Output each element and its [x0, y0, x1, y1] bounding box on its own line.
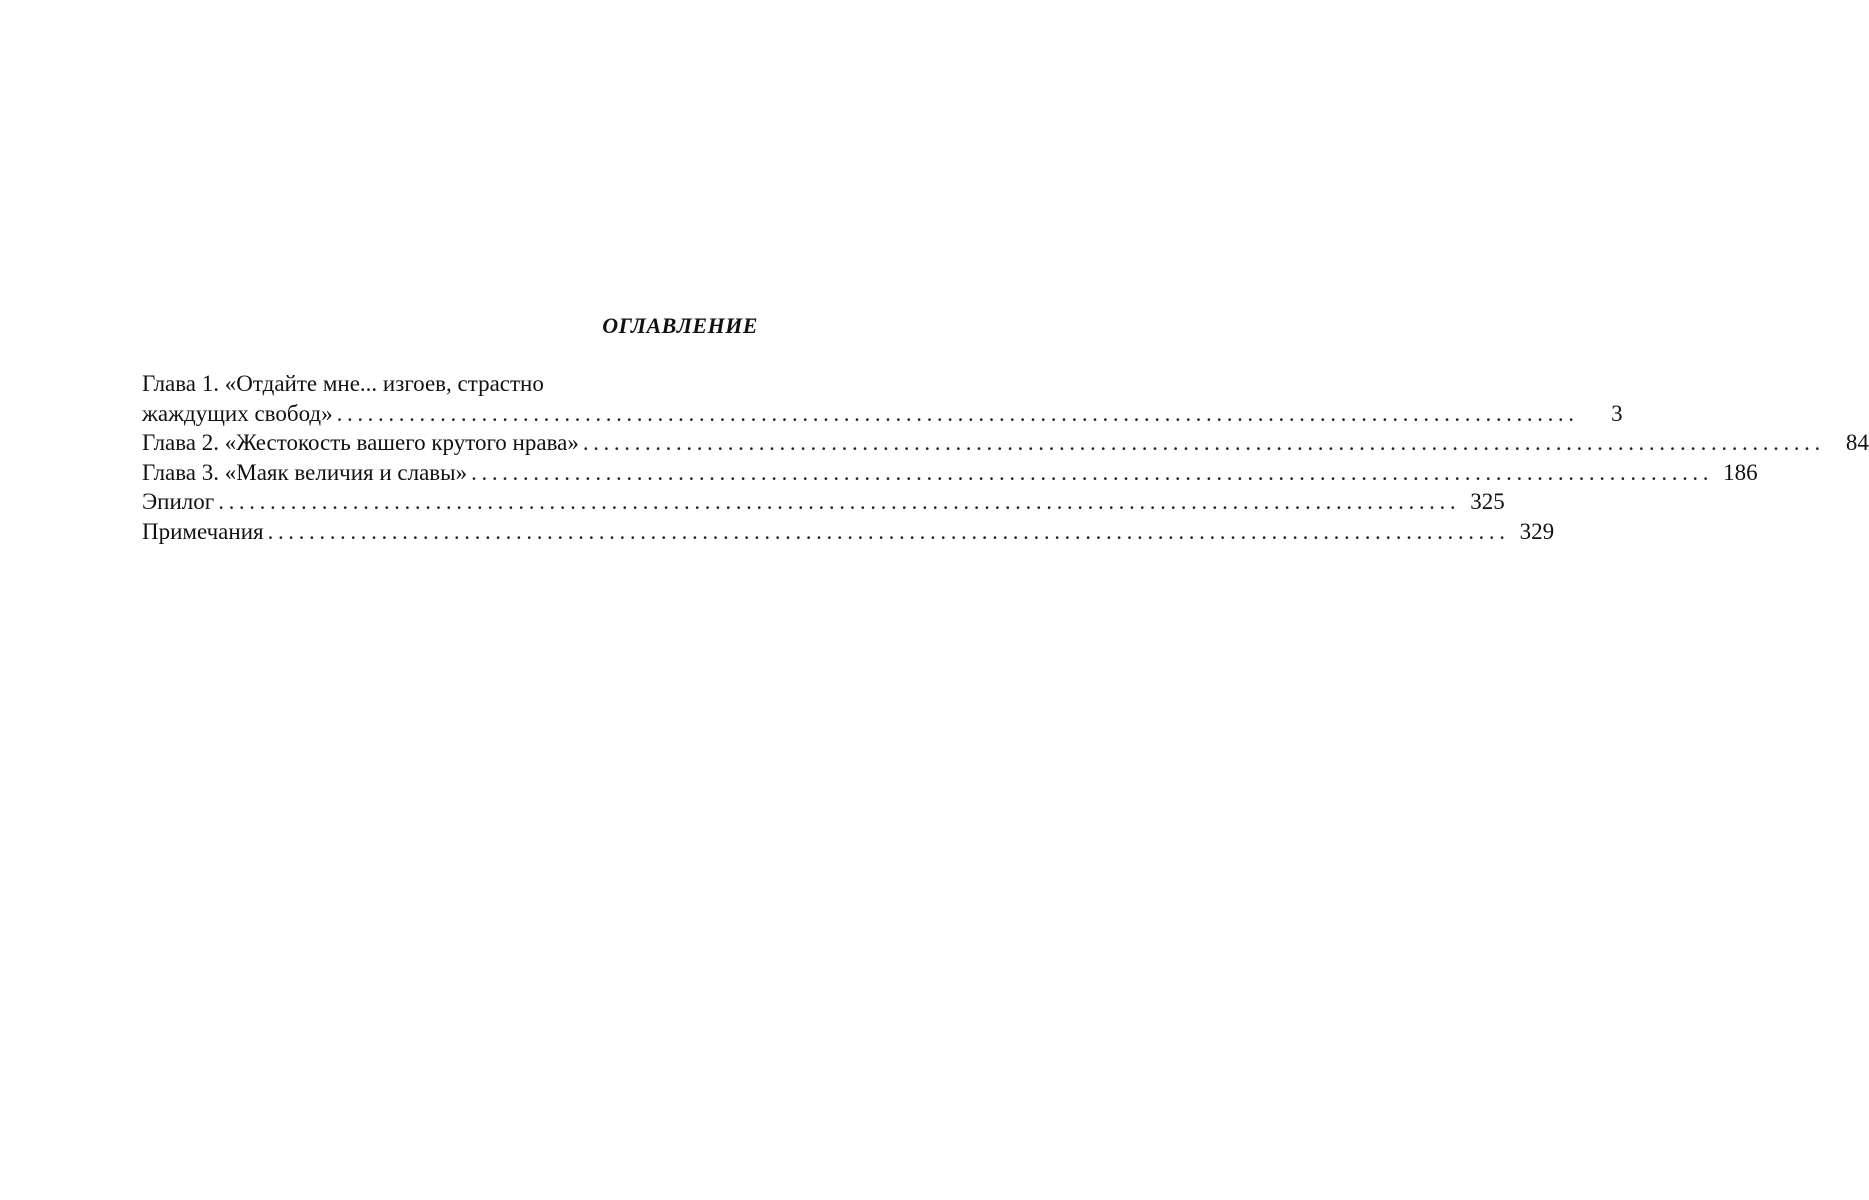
toc-entry-title: Глава 3. «Маяк величия и славы» [142, 459, 468, 485]
toc-entry-line [142, 399, 1623, 429]
toc-entry-title: жаждущих свобод» [142, 400, 333, 426]
table-of-contents [142, 369, 1869, 546]
dot-leader: ........................................................................................................................ [471, 459, 1714, 485]
toc-page-number: 186 [1723, 459, 1758, 485]
toc-page-number: 84 [1845, 430, 1869, 455]
toc-entry-epilogue[interactable] [142, 487, 1505, 517]
toc-page-number: 325 [1470, 489, 1505, 514]
dot-leader: ........................................................................................................................ [582, 430, 1825, 455]
toc-entry-notes[interactable] [142, 517, 1555, 547]
toc-entry-title: Глава 2. «Жестокость вашего крутого нрава» [142, 430, 579, 455]
toc-entry-chapter-2[interactable] [142, 428, 1869, 458]
dot-leader: ........................................................................................................................ [218, 489, 1461, 514]
toc-heading: ОГЛАВЛЕНИЕ [602, 313, 758, 338]
toc-entry-line [142, 369, 747, 399]
toc-entry-title: Глава 1. «Отдайте мне... изгоев, страстно [142, 371, 544, 396]
dot-leader: ........................................................................................................................ [267, 518, 1510, 544]
toc-page-number: 3 [1611, 400, 1623, 426]
toc-entry-title: Примечания [142, 518, 264, 544]
toc-entry-title: Эпилог [142, 489, 215, 514]
dot-leader: ........................................................................................................................ [336, 400, 1579, 426]
toc-entry-chapter-3[interactable] [142, 458, 1758, 488]
toc-entry-chapter-1[interactable] [142, 369, 1623, 428]
toc-page-number: 329 [1519, 518, 1555, 544]
